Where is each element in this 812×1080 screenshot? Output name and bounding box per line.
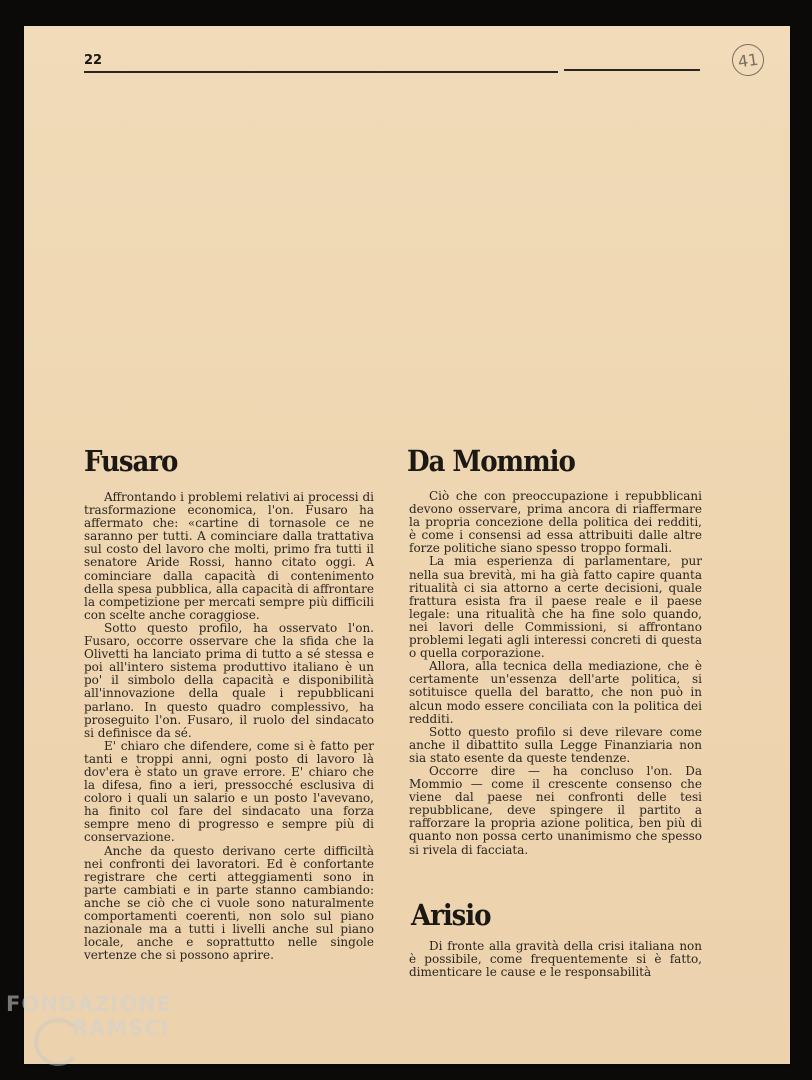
paragraph: La mia esperienza di parlamentare, pur nella sua brevità, mi ha già fatto capire quanta ritualità ci sia attorno a certe decisioni, quale frattura esista fra il paese reale e il paese legale: una ritualità che ha fine solo quando, nei lavori delle Commissioni, si affrontano problemi legati agli interessi concreti di questa o quella corporazione. bbox=[409, 554, 702, 661]
heading-da-mommio: Da Mommio bbox=[407, 444, 575, 478]
paragraph: E' chiaro che difendere, come si è fatto per tanti e troppi anni, ogni posto di lavoro là dov'era è stato un grave errore. E' chiaro che la difesa, fino a ieri, pressocché esclusiva di coloro i quali un salario e un posto l'avevano, ha finito col fare del sindacato una forza sempre meno di progresso e sempre più di conservazione. bbox=[84, 738, 374, 845]
archive-stamp: 41 bbox=[730, 42, 766, 78]
paragraph: Anche da questo derivano certe difficiltà nei confronti dei lavoratori. Ed è confortante registrare che certi atteggiamenti sono in parte cambiati e in parte stanno cambiando: anche se ciò che ci vuole sono naturalmente comportamenti coerenti, non solo sul piano nazionale ma a tutti i livelli anche sul piano locale, anche e soprattutto nelle singole vertenze che si possono aprire. bbox=[84, 843, 374, 963]
header-rule bbox=[84, 71, 558, 73]
article-da-mommio-body bbox=[409, 490, 702, 857]
paragraph: Occorre dire — ha concluso l'on. Da Mommio — come il crescente consenso che viene dal paese nei confronti delle tesi repubblicane, deve spingere il partito a rafforzare la propria azione politica, ben più di quanto non possa certo unanimismo che spesso si rivela di facciata. bbox=[409, 763, 702, 857]
paragraph: Di fronte alla gravità della crisi italiana non è possibile, come frequentemente si è fatto, dimenticare le cause e le responsabilità bbox=[409, 939, 702, 980]
article-arisio-body bbox=[409, 940, 702, 979]
paragraph: Sotto questo profilo si deve rilevare come anche il dibattito sulla Legge Finanziaria non sia stato esente da queste tendenze. bbox=[409, 724, 702, 765]
article-fusaro-body bbox=[84, 491, 374, 962]
paragraph: Affrontando i problemi relativi ai processi di trasformazione economica, l'on. Fusaro ha affermato che: «cartine di tornasole ce ne saranno per tutti. A cominciare dalla trattativa sul costo del lavoro che molti, primo fra tutti il senatore Aride Rossi, hanno citato oggi. A cominciare dalla capacità di contenimento della spesa pubblica, alla capacità di affrontare la competizione per mercati sempre più difficili con scelte anche coraggiose. bbox=[84, 490, 374, 622]
heading-arisio: Arisio bbox=[411, 898, 491, 932]
paragraph: Ciò che con preoccupazione i repubblicani devono osservare, prima ancora di riaffermare la propria concezione della politica dei redditi, è come i consensi ad essa attribuiti dalle altre forze politiche siano spesso troppo formali. bbox=[409, 489, 702, 556]
watermark-line-2: RAMSCI bbox=[72, 1016, 170, 1040]
heading-fusaro: Fusaro bbox=[84, 444, 178, 478]
paragraph: Sotto questo profilo, ha osservato l'on. Fusaro, occorre osservare che la sfida che la Olivetti ha lanciato prima di tutto a sé stessa e poi all'intero sistema produttivo italiano è un po' il simbolo della capacità e disponibilità all'innovazione della quale i repubblicani parlano. In questo quadro complessivo, ha proseguito l'on. Fusaro, il ruolo del sindacato si definisce da sé. bbox=[84, 620, 374, 740]
header-rule-right bbox=[564, 69, 700, 71]
page-number: 22 bbox=[84, 53, 103, 68]
watermark bbox=[6, 992, 172, 1040]
paragraph: Allora, alla tecnica della mediazione, che è certamente un'essenza dell'arte politica, si sotituisce quella del baratto, che non può in alcun modo essere conciliata con la politica dei redditi. bbox=[409, 659, 702, 726]
watermark-line-1: FONDAZIONE bbox=[6, 992, 173, 1016]
